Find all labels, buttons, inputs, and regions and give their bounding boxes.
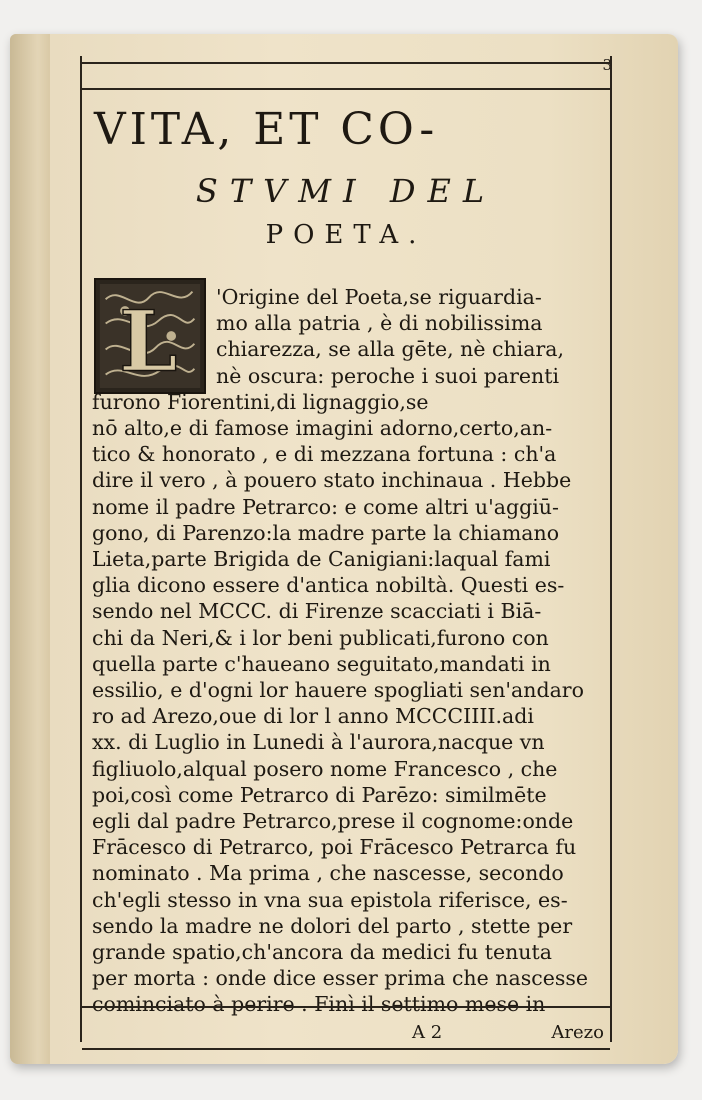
title-line-1: VITA, ET CO-	[94, 104, 439, 155]
body-line: nō alto,e di famose imagini adorno,certo,an-	[92, 416, 553, 440]
initial-letter: L	[119, 292, 178, 391]
body-line: sendo la madre ne dolori del parto , stette per	[92, 913, 573, 938]
signature-mark: A 2	[412, 1022, 443, 1043]
body-line: xx. di Luglio in Lunedi à l'aurora,nacque vn	[92, 730, 545, 755]
body-line: chiarezza, se alla gēte, nè chiara,	[216, 337, 564, 362]
body-line: glia dicono essere d'antica nobiltà. Questi es-	[92, 573, 565, 598]
body-line: per morta : onde dice esser prima che nascesse	[92, 966, 589, 991]
text-frame	[80, 56, 612, 1042]
body-line: Frācesco di Petrarco, poi Frācesco Petrarca fu	[92, 835, 577, 860]
title-line-2: STVMI DEL	[195, 172, 497, 210]
body-line: nè oscura: peroche i suoi parenti	[216, 363, 560, 388]
body-line: ch'egli stesso in vna sua epistola riferisce, es-	[92, 887, 568, 912]
body-line: Lieta,parte Brigida de Canigiani:laqual fami	[92, 547, 551, 571]
book-page	[10, 34, 678, 1064]
body-line: 'Origine del Poeta,se riguardia-	[216, 285, 542, 309]
body-line: essilio, e d'ogni lor hauere spogliati sen'andaro	[92, 678, 584, 702]
body-line: tico & honorato , e di mezzana fortuna : ch'a	[92, 442, 557, 467]
body-line: gono, di Parenzo:la madre parte la chiamano	[92, 520, 560, 545]
ornamental-initial-icon	[96, 280, 204, 392]
top-rule	[82, 62, 610, 64]
body-line: sendo nel MCCC. di Firenze scacciati i Biā-	[92, 599, 542, 624]
body-line: cominciato à perire . Finì il settimo mese in	[92, 992, 546, 1017]
body-line: ro ad Arezo,oue di lor l anno MCCCIIII.adi	[92, 704, 534, 729]
catchword: Arezo	[551, 1022, 604, 1043]
bottom-rule	[82, 1006, 610, 1008]
body-line: egli dal padre Petrarco,prese il cognome:onde	[92, 809, 574, 833]
page-number: 3	[602, 56, 612, 74]
body-line: quella parte c'haueano seguitato,mandati in	[92, 651, 551, 676]
body-line: dire il vero , à pouero stato inchinaua . Hebbe	[92, 468, 572, 493]
body-line: figliuolo,alqual posero nome Francesco , che	[92, 756, 558, 781]
body-line: grande spatio,ch'ancora da medici fu tenuta	[92, 940, 552, 964]
body-line: poi,così come Petrarco di Parēzo: similmēte	[92, 782, 547, 807]
decorated-initial	[94, 278, 206, 394]
body-line: nome il padre Petrarco: e come altri u'aggiū-	[92, 494, 559, 519]
body-line: chi da Neri,& i lor beni publicati,furono con	[92, 625, 549, 650]
body-line: furono Fiorentini,di lignaggio,se	[92, 389, 429, 414]
footer-rule	[82, 1048, 610, 1050]
body-line: nominato . Ma prima , che nascesse, secondo	[92, 861, 564, 886]
book-spine	[10, 34, 50, 1064]
header-rule	[82, 88, 610, 90]
title-line-3: POETA.	[265, 220, 427, 250]
body-line: mo alla patria , è di nobilissima	[216, 311, 543, 336]
